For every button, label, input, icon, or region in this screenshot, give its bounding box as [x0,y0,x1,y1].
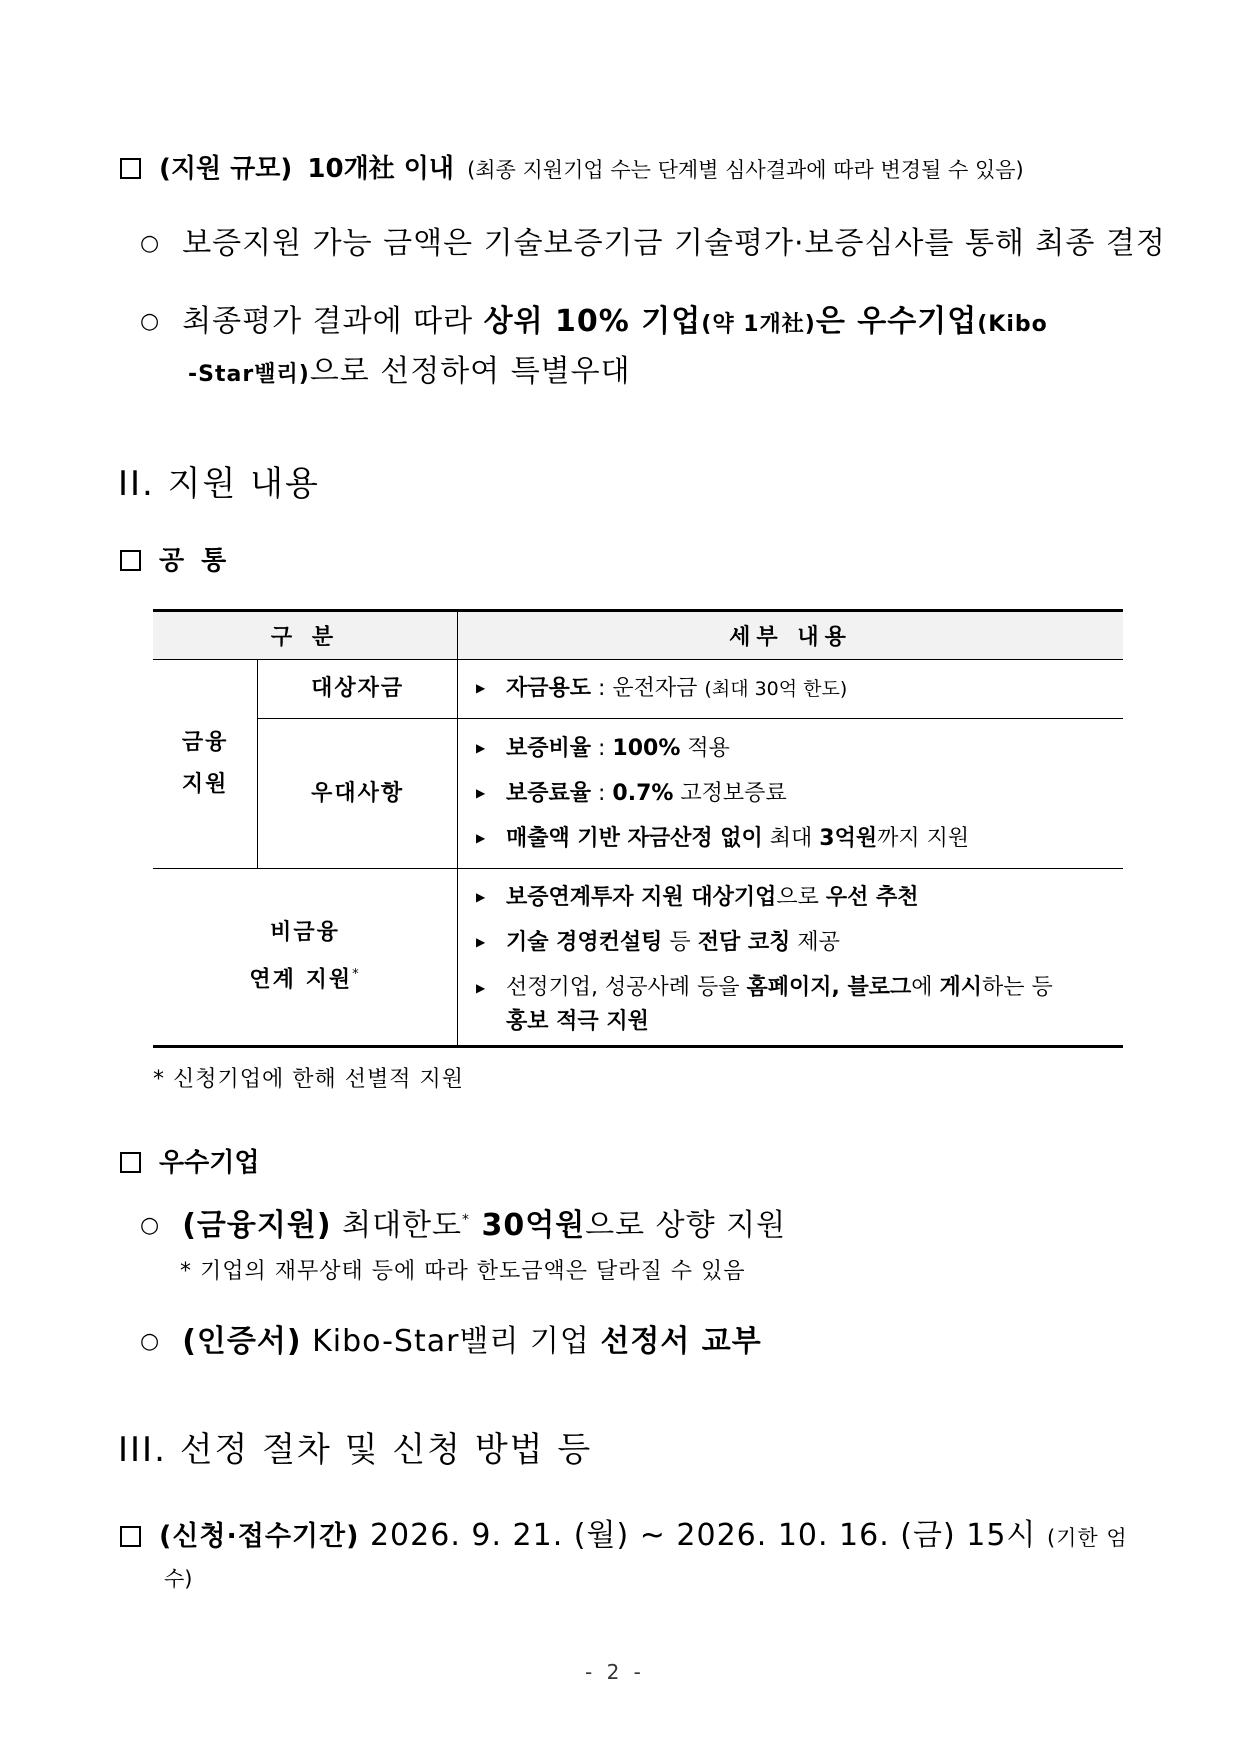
target-fund-detail [458,660,1124,719]
finance-group-label: 금융 지원 [153,660,258,869]
list-item: ▶ 자금용도 : 운전자금 (최대 30억 한도) [476,666,1123,712]
list-item: ▶ 선정기업, 성공사례 등을 홈페이지, 블로그에 게시하는 등 홍보 적극 지원 [476,965,1123,1039]
table-header-detail: 세부 내용 [458,611,1124,660]
scale-bullet-1: ○ 보증지원 가능 금액은 기술보증기금 기술평가·보증심사를 통해 최종 결정 [140,226,1166,261]
row-label-target-fund: 대상자금 [258,660,458,719]
circle-bullet-icon: ○ [140,231,161,256]
triangle-bullet-icon: ▶ [476,786,486,800]
page-number: - 2 - [585,1660,645,1684]
list-item: ▶ 보증료율 : 0.7% 고정보증료 [476,771,1123,816]
section-3-title: III. 선정 절차 및 신청 방법 등 [118,1430,593,1470]
table-header-category: 구 분 [153,611,458,660]
nonfinance-label: 비금융 연계 지원* [153,869,458,1047]
checkbox-square-icon [120,158,141,179]
excellent-heading: 우수기업 [120,1142,259,1179]
circle-bullet-icon: ○ [140,309,161,334]
checkbox-square-icon [120,1152,141,1173]
section-2-title: II. 지원 내용 [118,464,320,504]
table-footnote: * 신청기업에 한해 선별적 지원 [153,1067,464,1092]
scale-heading [120,148,1024,185]
excellent-item-1-note: * 기업의 재무상태 등에 따라 한도금액은 달라질 수 있음 [180,1259,746,1284]
apply-period-cont: 수) [164,1567,193,1591]
triangle-bullet-icon: ▶ [476,981,486,995]
circle-bullet-icon: ○ [140,1213,161,1238]
triangle-bullet-icon: ▶ [476,831,486,845]
circle-bullet-icon: ○ [140,1329,161,1354]
checkbox-square-icon [120,1526,141,1547]
list-item: ▶ 보증비율 : 100% 적용 [476,726,1123,771]
scale-bullet-2: ○ 최종평가 결과에 따라 상위 10% 기업(약 1개社)은 우수기업(Kibo [140,304,1048,339]
list-item: ▶ 매출액 기반 자금산정 없이 최대 3억원까지 지원 [476,816,1123,861]
apply-period: (신청·접수기간) 2026. 9. 21. (월) ~ 2026. 10. 16. (금) 15시 (기한 엄 [120,1510,1128,1554]
checkbox-square-icon [120,550,141,571]
triangle-bullet-icon: ▶ [476,741,486,755]
triangle-bullet-icon: ▶ [476,890,486,904]
scale-value: 10개社 이내 [307,154,454,184]
triangle-bullet-icon: ▶ [476,681,486,695]
preference-detail [458,719,1124,869]
row-label-preference: 우대사항 [258,719,458,869]
list-item: ▶ 보증연계투자 지원 대상기업으로 우선 추천 [476,875,1123,920]
nonfinance-detail [458,869,1124,1047]
scale-title: (지원 규모) [159,154,293,184]
excellent-item-2: ○ (인증서) Kibo-Star밸리 기업 선정서 교부 [140,1324,762,1359]
triangle-bullet-icon: ▶ [476,935,486,949]
scale-note: (최종 지원기업 수는 단계별 심사결과에 따라 변경될 수 있음) [467,158,1024,182]
support-table [153,609,1123,1048]
scale-bullet-2-cont: -Star밸리)으로 선정하여 특별우대 [188,354,631,389]
excellent-item-1: ○ (금융지원) 최대한도* 30억원으로 상향 지원 [140,1208,787,1243]
list-item: ▶ 기술 경영컨설팅 등 전담 코칭 제공 [476,920,1123,965]
common-heading: 공 통 [120,540,230,577]
